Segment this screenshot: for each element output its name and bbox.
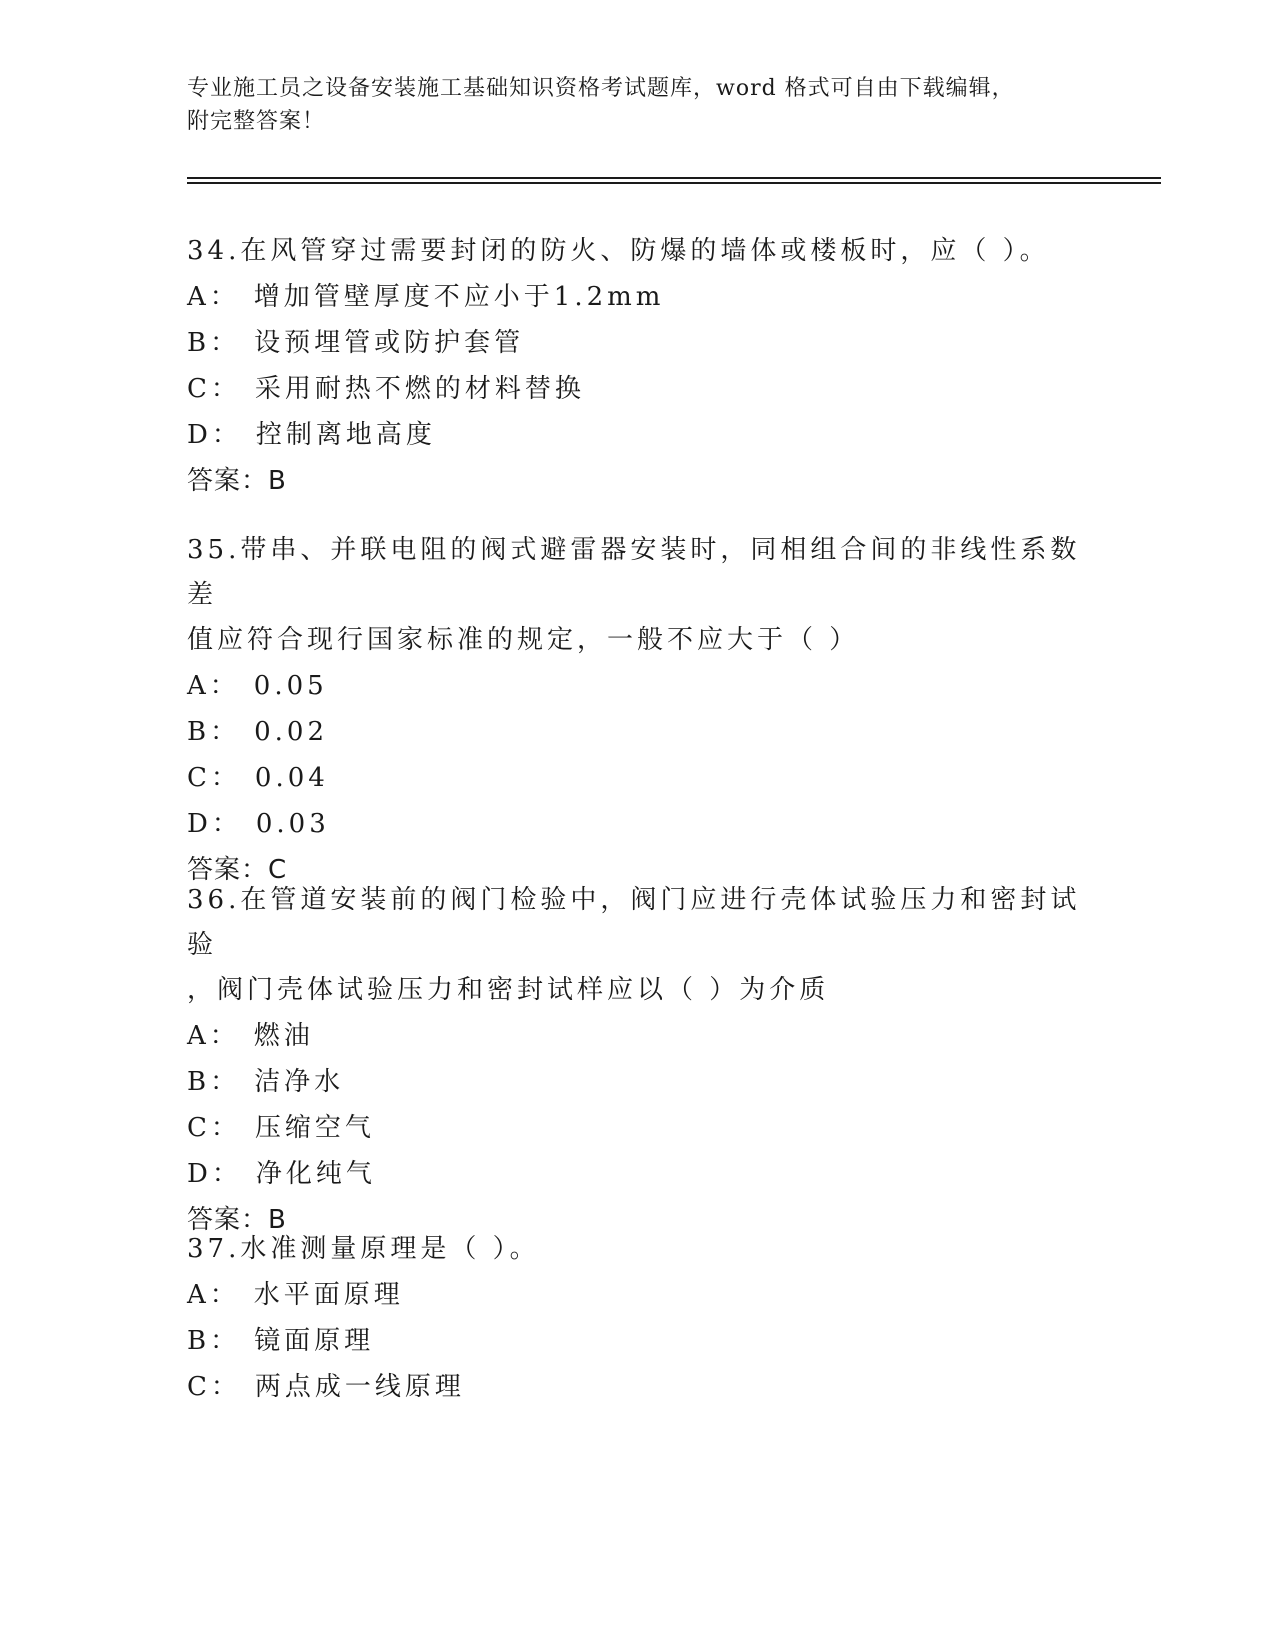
option-text: 设预埋管或防护套管 — [254, 328, 525, 358]
option-text: 0.02 — [254, 717, 328, 747]
option-text: 0.04 — [254, 763, 329, 793]
question-34 — [187, 229, 1087, 504]
option-d — [187, 412, 1087, 458]
question-stem: 37.水准测量原理是（ ）。 — [187, 1234, 540, 1264]
header-line-2: 附完整答案！ — [187, 109, 326, 134]
option-key: D： — [187, 420, 242, 450]
option-key: C： — [187, 374, 241, 404]
header-divider-bottom — [187, 182, 1161, 184]
option-c — [187, 1364, 1087, 1410]
question-35 — [187, 528, 1087, 893]
option-key: A： — [187, 282, 240, 312]
option-text: 燃油 — [253, 1021, 314, 1051]
question-stem: 34.在风管穿过需要封闭的防火、防爆的墙体或楼板时，应（ ）。 — [187, 236, 1050, 266]
answer-line: 答案：C — [187, 855, 288, 885]
option-b — [187, 320, 1087, 366]
option-a — [187, 274, 1087, 320]
option-text: 0.05 — [253, 671, 328, 701]
option-text: 镜面原理 — [254, 1326, 375, 1356]
option-b — [187, 709, 1087, 755]
header-line-1: 专业施工员之设备安装施工基础知识资格考试题库，word 格式可自由下载编辑， — [187, 76, 1015, 101]
option-a — [187, 663, 1087, 709]
option-key: A： — [187, 671, 240, 701]
option-key: C： — [187, 763, 241, 793]
option-d — [187, 801, 1087, 847]
option-b — [187, 1059, 1087, 1105]
option-a — [187, 1013, 1087, 1059]
option-key: C： — [187, 1113, 241, 1143]
option-text: 净化纯气 — [255, 1159, 376, 1189]
option-b — [187, 1318, 1087, 1364]
option-key: B： — [187, 328, 241, 358]
question-stem: 35.带串、并联电阻的阀式避雷器安装时，同相组合间的非线性系数差 — [187, 535, 1081, 610]
question-stem: 36.在管道安装前的阀门检验中，阀门应进行壳体试验压力和密封试验 — [187, 885, 1081, 960]
option-text: 控制离地高度 — [255, 420, 436, 450]
question-37 — [187, 1227, 1087, 1410]
option-text: 压缩空气 — [254, 1113, 375, 1143]
option-a — [187, 1272, 1087, 1318]
option-key: D： — [187, 809, 242, 839]
question-stem-continued: ，阀门壳体试验压力和密封试样应以（ ）为介质 — [187, 975, 830, 1005]
option-c — [187, 1105, 1087, 1151]
header-divider-top — [187, 177, 1161, 179]
option-key: B： — [187, 1067, 241, 1097]
answer-line: 答案：B — [187, 466, 287, 496]
option-text: 增加管壁厚度不应小于1.2mm — [253, 282, 665, 312]
option-text: 洁净水 — [254, 1067, 345, 1097]
document-header — [187, 72, 1067, 138]
option-key: B： — [187, 717, 241, 747]
option-key: C： — [187, 1372, 241, 1402]
option-key: A： — [187, 1280, 240, 1310]
option-c — [187, 366, 1087, 412]
option-text: 采用耐热不燃的材料替换 — [254, 374, 585, 404]
question-stem-continued: 值应符合现行国家标准的规定，一般不应大于（ ） — [187, 625, 860, 655]
option-text: 水平面原理 — [253, 1280, 404, 1310]
option-key: D： — [187, 1159, 242, 1189]
option-key: B： — [187, 1326, 241, 1356]
question-36 — [187, 878, 1087, 1243]
option-d — [187, 1151, 1087, 1197]
option-key: A： — [187, 1021, 240, 1051]
option-text: 两点成一线原理 — [254, 1372, 465, 1402]
answer-line: 答案：B — [187, 1205, 287, 1235]
option-c — [187, 755, 1087, 801]
option-text: 0.03 — [255, 809, 330, 839]
